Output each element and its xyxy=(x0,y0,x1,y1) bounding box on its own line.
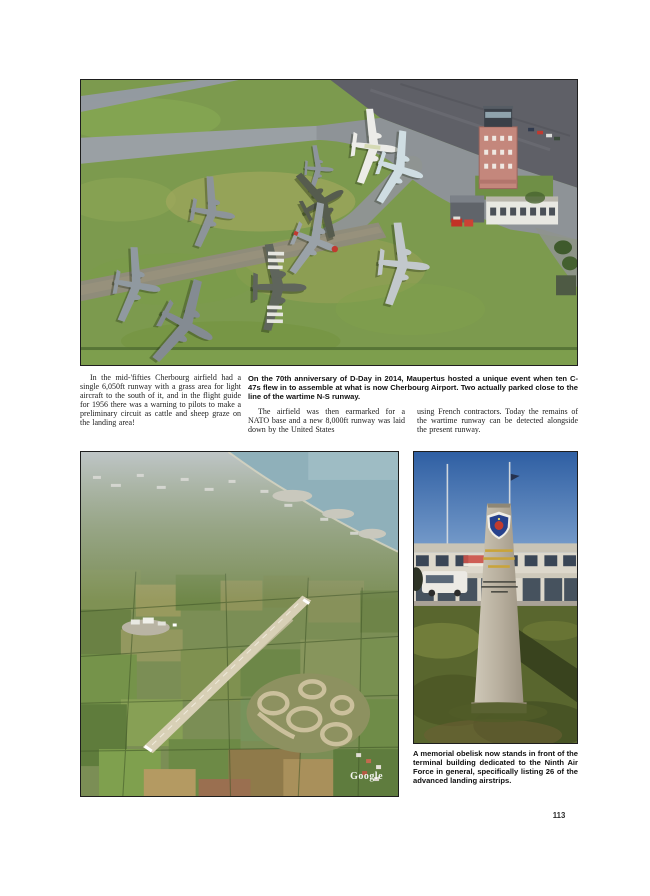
page-number: 113 xyxy=(552,811,566,820)
google-watermark: Google xyxy=(350,771,384,783)
photo-c47-gathering xyxy=(80,79,578,366)
photo-aerial-airfield xyxy=(80,451,399,797)
control-tower-graphic xyxy=(479,106,517,189)
c47-gathering-illustration xyxy=(81,80,577,365)
aerial-airfield-illustration xyxy=(81,452,398,796)
middle-column-paragraph: The airfield was then earmarked for a NATO base and a new 8,000ft runway was laid down by the United States xyxy=(248,407,405,434)
left-column-paragraph: In the mid-'fifties Cherbourg airfield had a single 6,050ft runway with a grass area for light aircraft to the south of it, and in the flight guide for 1956 there was a warning to pilots to make a preliminary circuit as cattle and sheep graze on the landing area! xyxy=(80,373,241,427)
top-photo-caption: On the 70th anniversary of D-Day in 2014, Maupertus hosted a unique event when ten C-47s flew in to assemble at what is now Cherbourg Airport. Two actually parked close to the line of the wartime N-S runway. xyxy=(248,374,578,401)
field-patchwork xyxy=(81,570,398,796)
obelisk-illustration xyxy=(414,452,577,743)
obelisk-photo-caption: A memorial obelisk now stands in front of the terminal building dedicated to the Ninth Air Force in general, specifically listing 26 of the advanced landing airstrips. xyxy=(413,749,578,785)
photo-memorial-obelisk xyxy=(413,451,578,744)
right-column-paragraph: using French contractors. Today the remains of the wartime runway can be detected alongside the present runway. xyxy=(417,407,578,434)
